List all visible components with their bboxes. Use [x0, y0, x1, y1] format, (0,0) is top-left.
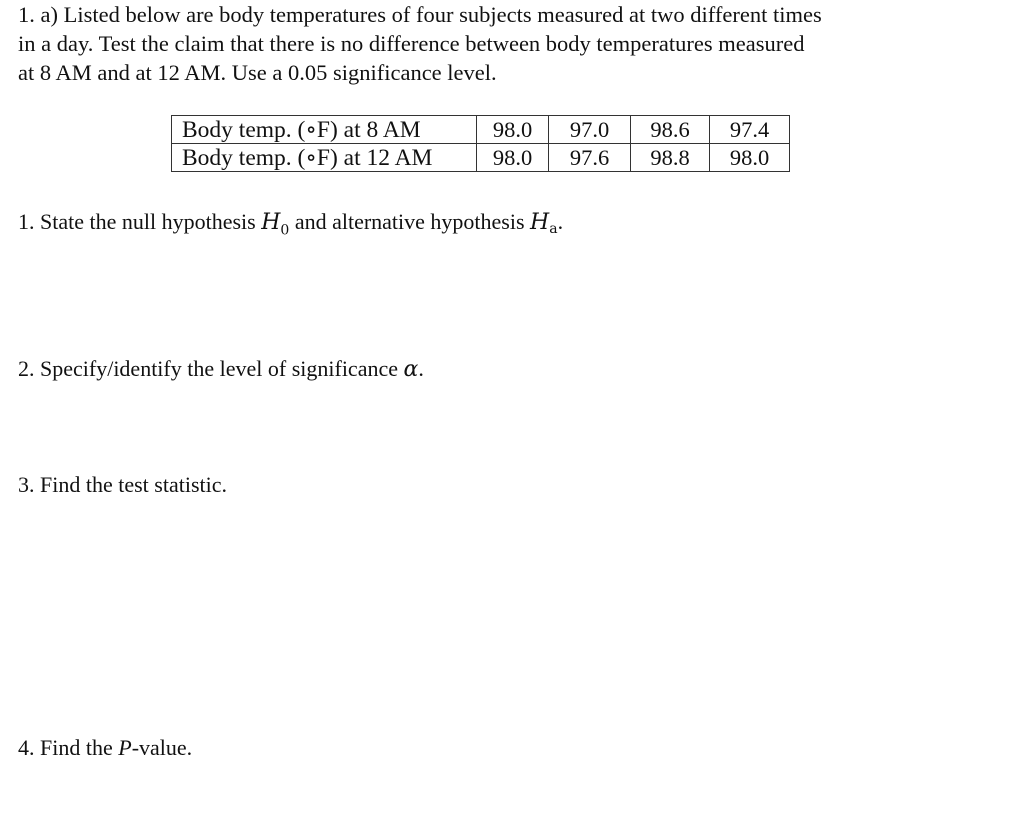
problem-statement: [18, 0, 1018, 87]
problem-line-1: 1. a) Listed below are body temperatures of four subjects measured at two different times: [18, 2, 822, 27]
table-row-12am: [172, 144, 790, 172]
table-cell: 98.0: [477, 116, 549, 144]
table-cell: 97.6: [549, 144, 631, 172]
table-cell: 98.6: [631, 116, 710, 144]
question-4-text-after: -value.: [131, 735, 193, 760]
question-1: [18, 208, 563, 244]
table-cell: 97.4: [710, 116, 790, 144]
question-2-text-after: .: [418, 356, 424, 381]
question-2: [18, 355, 424, 384]
table-cell: 97.0: [549, 116, 631, 144]
question-1-text-middle: and alternative hypothesis: [289, 209, 531, 234]
question-4-text-before: 4. Find the: [18, 735, 119, 760]
table-row-label: Body temp. (∘F) at 8 AM: [172, 116, 477, 144]
table-row-label: Body temp. (∘F) at 12 AM: [172, 144, 477, 172]
problem-line-2: in a day. Test the claim that there is no difference between body temperatures measured: [18, 31, 805, 56]
question-1-text-after: .: [557, 209, 564, 234]
table-cell: 98.8: [631, 144, 710, 172]
null-hypothesis-symbol: $H_0$: [261, 210, 290, 239]
p-symbol: P: [118, 735, 132, 760]
question-1-text-before: 1. State the null hypothesis: [18, 209, 262, 234]
question-3: 3. Find the test statistic.: [18, 472, 227, 497]
question-4: [18, 734, 192, 762]
table-cell: 98.0: [477, 144, 549, 172]
alpha-symbol: α: [403, 357, 419, 382]
temperature-table: [171, 115, 790, 172]
table-row-8am: [172, 116, 790, 144]
problem-line-3: at 8 AM and at 12 AM. Use a 0.05 significance level.: [18, 60, 497, 85]
table-cell: 98.0: [710, 144, 790, 172]
alternative-hypothesis-symbol: $H_a$: [530, 210, 558, 237]
question-2-text-before: 2. Specify/identify the level of significance: [18, 356, 404, 381]
